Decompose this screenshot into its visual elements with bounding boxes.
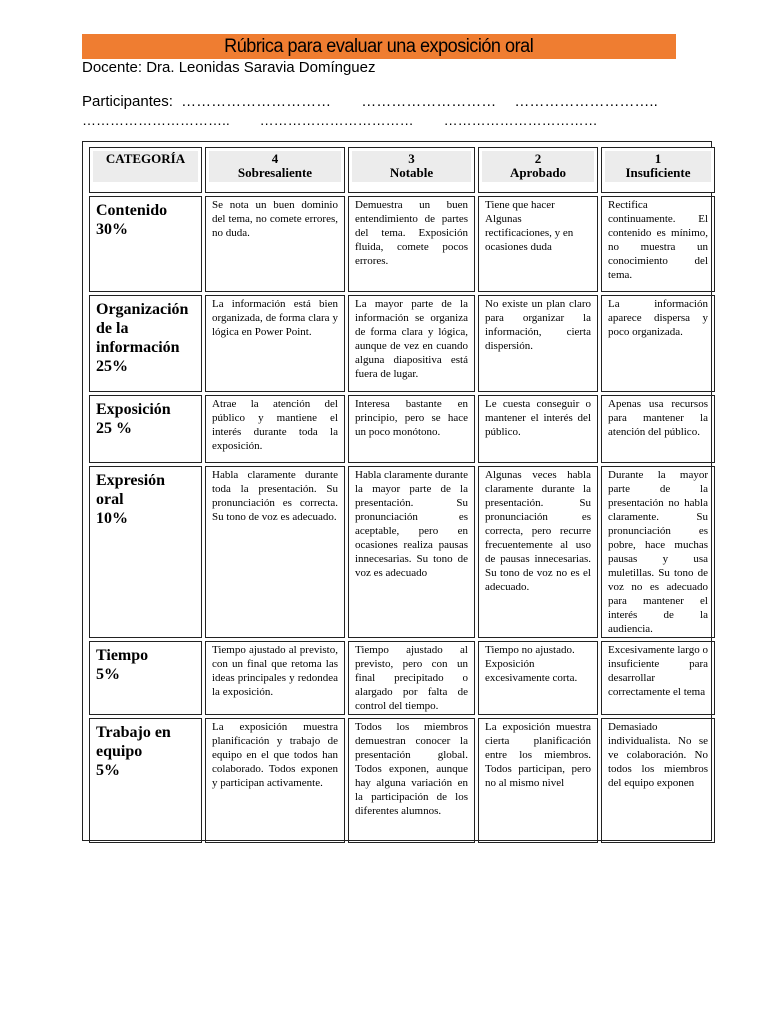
header-level-score: 2 xyxy=(534,151,542,166)
category-cell xyxy=(89,466,202,638)
criterion-cell: Tiene que hacer Algunas rectificaciones, y en ocasiones duda xyxy=(478,196,598,292)
criterion-cell: Tiempo ajustado al previsto, pero con un final precipitado o alargado por falta de control del tiempo. xyxy=(348,641,475,715)
rubric-row-organizacion xyxy=(89,295,715,392)
criterion-cell: Todos los miembros demuestran conocer la presentación global. Todos exponen, aunque hay alguna variación en la participación de los diferentes alumnos. xyxy=(348,718,475,843)
rubric-row-contenido xyxy=(89,196,715,292)
header-level-name: Insuficiente xyxy=(625,165,691,180)
participants-second-line xyxy=(82,111,722,129)
criterion-cell: No existe un plan claro para organizar la información, cierta dispersión. xyxy=(478,295,598,392)
teacher-line: Docente: Dra. Leonidas Saravia Domínguez xyxy=(82,59,376,76)
header-level-name: Aprobado xyxy=(509,165,567,180)
criterion-cell: La información aparece dispersa y poco organizada. xyxy=(601,295,715,392)
header-level-2-cell xyxy=(478,147,598,193)
category-name: Contenido xyxy=(96,202,168,219)
header-level-3-cell xyxy=(348,147,475,193)
criterion-cell: Demuestra un buen entendimiento de partes del tema. Exposición fluida, comete pocos errores. xyxy=(348,196,475,292)
header-level-score: 1 xyxy=(654,151,662,166)
header-level-score: 3 xyxy=(408,151,415,166)
participant-blank-3: ……………………….. xyxy=(514,93,658,110)
header-level-score: 4 xyxy=(271,151,279,166)
criterion-cell: Se nota un buen dominio del tema, no comete errores, no duda. xyxy=(205,196,345,292)
header-level-4-cell xyxy=(205,147,345,193)
rubric-table xyxy=(86,144,718,846)
criterion-cell: Atrae la atención del público y mantiene el interés durante toda la exposición. xyxy=(205,395,345,463)
category-name: Exposición xyxy=(96,401,171,418)
rubric-row-tiempo xyxy=(89,641,715,715)
criterion-cell: Algunas veces habla claramente durante la presentación. Su pronunciación es correcta, pero recurre frecuentemente al uso de pausas innecesarias. Su tono de voz no es el adecuado. xyxy=(478,466,598,638)
participants-block xyxy=(82,93,722,129)
participant-blank-1: ………………………… xyxy=(181,93,332,110)
category-weight: 5% xyxy=(96,666,120,683)
category-name: Tiempo xyxy=(96,647,149,664)
document-title-bar xyxy=(82,34,676,59)
participants-label: Participantes: xyxy=(82,93,173,110)
rubric-row-expresion-oral xyxy=(89,466,715,638)
participant-blank-2: ……………………… xyxy=(361,93,497,110)
rubric-header-row xyxy=(89,147,715,193)
category-cell xyxy=(89,641,202,715)
participant-blank-4: ………………………….. xyxy=(82,112,230,128)
criterion-cell: Tiempo ajustado al previsto, con un final que retoma las ideas principales y redondea la exposición. xyxy=(205,641,345,715)
header-level-1 xyxy=(605,151,711,182)
criterion-cell: Excesivamente largo o insuficiente para desarrollar correctamente el tema xyxy=(601,641,715,715)
criterion-cell: Habla claramente durante la mayor parte de la presentación. Su pronunciación es aceptable, pero en ocasiones realiza pausas innecesarias. Su tono de voz es adecuado xyxy=(348,466,475,638)
criterion-cell: La exposición muestra planificación y trabajo de equipo en el que todos han colaborado. Todos exponen y participan activamente. xyxy=(205,718,345,843)
category-cell xyxy=(89,718,202,843)
header-level-3 xyxy=(352,151,471,182)
category-cell xyxy=(89,196,202,292)
criterion-cell: Le cuesta conseguir o mantener el interés del público. xyxy=(478,395,598,463)
criterion-cell: La exposición muestra cierta planificación entre los miembros. Todos participan, pero no al mismo nivel xyxy=(478,718,598,843)
header-level-name: Notable xyxy=(389,165,434,180)
document-title: Rúbrica para evaluar una exposición oral xyxy=(224,36,534,57)
category-cell xyxy=(89,395,202,463)
criterion-cell: Rectifica continuamente. El contenido es mínimo, no muestra un conocimiento del tema. xyxy=(601,196,715,292)
header-level-1-cell xyxy=(601,147,715,193)
category-weight: 25 % xyxy=(96,420,132,437)
category-weight: 5% xyxy=(96,762,120,779)
criterion-cell: La mayor parte de la información se organiza de forma clara y lógica, aunque de vez en cuando alguna diapositiva está fuera de lugar. xyxy=(348,295,475,392)
criterion-cell: Demasiado individualista. No se ve colaboración. No todos los miembros del equipo exponen xyxy=(601,718,715,843)
criterion-cell: Durante la mayor parte de la presentación no habla claramente. Su pronunciación es pobre, hace muchas pausas y usa muletillas. Su tono de voz no es adecuado para mantener el interés de la audiencia. xyxy=(601,466,715,638)
criterion-cell: Habla claramente durante toda la presentación. Su pronunciación es correcta. Su tono de voz es adecuado. xyxy=(205,466,345,638)
criterion-cell: Tiempo no ajustado. Exposición excesivamente corta. xyxy=(478,641,598,715)
category-weight: 10% xyxy=(96,510,128,527)
header-level-name: Sobresaliente xyxy=(237,165,313,180)
header-level-2 xyxy=(482,151,594,182)
category-cell xyxy=(89,295,202,392)
header-level-4 xyxy=(209,151,341,182)
header-category: CATEGORÍA xyxy=(93,151,198,182)
header-category-cell xyxy=(89,147,202,193)
rubric-row-exposicion xyxy=(89,395,715,463)
category-name: Expresión oral xyxy=(96,472,166,508)
criterion-cell: Apenas usa recursos para mantener la atención del público. xyxy=(601,395,715,463)
category-weight: 30% xyxy=(96,221,128,238)
criterion-cell: La información está bien organizada, de forma clara y lógica en Power Point. xyxy=(205,295,345,392)
participant-blank-6: …………………………… xyxy=(443,112,598,128)
category-name: Organización de la información xyxy=(96,301,189,356)
category-weight: 25% xyxy=(96,358,128,375)
participant-blank-5: …………………………… xyxy=(259,112,414,128)
criterion-cell: Interesa bastante en principio, pero se hace un poco monótono. xyxy=(348,395,475,463)
category-name: Trabajo en equipo xyxy=(96,724,171,760)
rubric-row-trabajo-en-equipo xyxy=(89,718,715,843)
